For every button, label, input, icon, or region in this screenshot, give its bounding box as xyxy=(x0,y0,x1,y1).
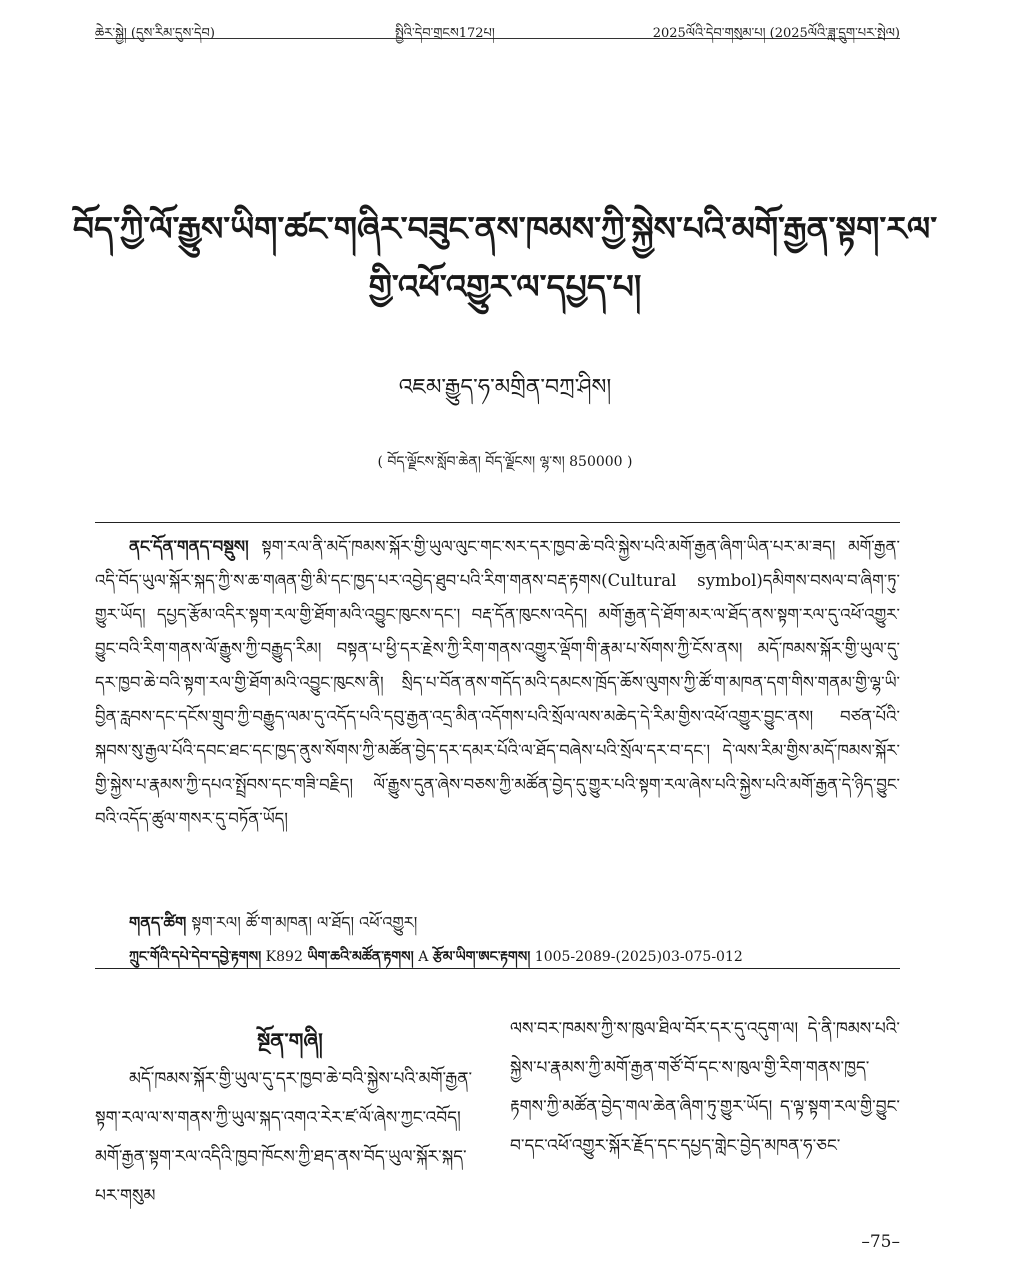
page-number: –75– xyxy=(861,1232,900,1252)
author-name: འཇམ་རྒྱུད་ཧ་མགྲིན་བཀྲ་ཤིས། xyxy=(398,375,612,400)
article-id-value: 1005-2089-(2025)03-075-012 xyxy=(534,949,743,965)
abstract-text: སྟག་རལ་ནི་མདོ་ཁམས་སྐོར་གྱི་ཡུལ་ལུང་གང་སར་དར་ཁྱབ་ཆེ་བའི་སྐྱེས་པའི་མགོ་རྒྱན་ཞིག་ཡིན་པར་མ་ཟད། མགོ་རྒྱན་འདི་བོད་ཡུལ་སྐོར་སྐད་ཀྱི་ས་ཆ་གཞན་གྱི་མི་དང་ཁྱད་པར་འབྱེད་ཐུབ་པའི་རིག་གནས་བརྡ་རྟགས(Cultural symbol)དམིགས་བསལ་བ་ཞིག་ཏུ་གྱུར་ཡོད། དཔྱད་རྩོམ་འདིར་སྟག་རལ་གྱི་ཐོག་མའི་འབྱུང་ཁུངས་དང་། བརྡ་དོན་ཁུངས་འདེད། མགོ་རྒྱན་དེ་ཐོག་མར་ལ་ཐོད་ནས་སྟག་རལ་དུ་འཕོ་འགྱུར་བྱུང་བའི་རིག་གནས་ལོ་རྒྱུས་ཀྱི་བརྒྱུད་རིམ། བསྟན་པ་ཕྱི་དར་རྗེས་ཀྱི་རིག་གནས་འགྱུར་ལྡོག་གི་རྣམ་པ་སོགས་ཀྱི་ངོས་ནས། མདོ་ཁམས་སྐོར་གྱི་ཡུལ་དུ་དར་ཁྱབ་ཆེ་བའི་སྟག་རལ་གྱི་ཐོག་མའི་འབྱུང་ཁུངས་ནི། སྲིད་པ་བོན་ནས་གདོད་མའི་དམངས་ཁྲོད་ཆོས་ལུགས་ཀྱི་ཚོ་ག་མཁན་དག་གིས་གནམ་གྱི་ལྷ་ཡི་བྱིན་རླབས་དང་དངོས་གྲུབ་ཀྱི་བརྒྱུད་ལམ་དུ་འདོད་པའི་དབུ་རྒྱན་འདྲ་མིན་འདོགས་པའི་སྲོལ་ལས་མཆེད་དེ་རིམ་གྱིས་འཕོ་འགྱུར་བྱུང་ནས། བཙན་པོའི་སྐབས་སུ་རྒྱལ་པོའི་དབང་ཐང་དང་ཁྱད་ནུས་སོགས་ཀྱི་མཚོན་བྱེད་དར་དམར་པོའི་ལ་ཐོད་བཞེས་པའི་སྲོལ་དར་བ་དང་། དེ་ལས་རིམ་གྱིས་མདོ་ཁམས་སྐོར་གྱི་སྐྱེས་པ་རྣམས་ཀྱི་དཔའ་སྤྲོབས་དང་གཟི་བརྗིད། ལོ་རྒྱུས་དུན་ཞེས་བཅས་ཀྱི་མཚོན་བྱེད་དུ་གྱུར་པའི་སྟག་རལ་ཞེས་པའི་སྐྱེས་པའི་མགོ་རྒྱན་དེ་ཉིད་བྱུང་བའི་འདོད་ཚུལ་གསར་དུ་བཏོན་ཡོད། xyxy=(95,537,901,828)
publication-date: 2025ལོའི་དེབ་གསུམ་པ། (2025ལོའི་ཟླ་དྲུག་པར་སྤེལ) xyxy=(652,26,900,41)
body-right-column: ལས་བར་ཁམས་ཀྱི་ས་ཁུལ་ཐིལ་བོར་དར་དུ་འདུག་ལ། དེ་ནི་ཁམས་པའི་སྐྱེས་པ་རྣམས་ཀྱི་མགོ་རྒྱན་གཙོ་བོ་དང་ས་ཁུལ་གྱི་རིག་གནས་ཁྱད་རྟགས་ཀྱི་མཚོན་བྱེད་གལ་ཆེན་ཞིག་ཏུ་གྱུར་ཡོད། ད་ལྟ་སྟག་རལ་གྱི་བྱུང་བ་དང་འཕོ་འགྱུར་སྐོར་རྗོད་དང་དཔྱད་གླེང་བྱེད་མཁན་ཧ་ཅང་ xyxy=(510,1019,900,1156)
article-title: བོད་ཀྱི་ལོ་རྒྱུས་ཡིག་ཚང་གཞིར་བཟུང་ནས་ཁམས་ཀྱི་སྐྱེས་པའི་མགོ་རྒྱན་སྟག་རལ་གྱི་འཕོ་འགྱུར་ལ་དཔྱད་པ། xyxy=(72,209,938,306)
clc-value: K892 xyxy=(265,949,303,965)
abstract-block xyxy=(95,530,900,836)
clc-label: ཀྲུང་གོའི་དཔེ་དེབ་དབྱེ་རྟགས། xyxy=(129,949,262,965)
issue-number: སྤྱིའི་དེབ་གྲངས172པ། xyxy=(395,26,495,41)
abstract-top-rule xyxy=(95,522,900,523)
journal-name: ཆེར་སྐྱེ། (དུས་རིམ་དུས་དེབ) xyxy=(95,26,215,41)
keywords-text: སྟག་རལ། ཚོ་ག་མཁན། ལ་ཐོད། འཕོ་འགྱུར། xyxy=(191,913,418,932)
author-affiliation: ( བོད་ལྗོངས་སློབ་ཆེན། བོད་ལྗོངས། ལྷ་ས། 850000 ) xyxy=(377,454,633,470)
article-id-label: རྩོམ་ཡིག་ཨང་རྟགས། xyxy=(432,949,531,965)
abstract-bottom-rule xyxy=(95,968,900,969)
abstract-label: ནང་དོན་གནད་བསྡུས། xyxy=(129,537,249,556)
keywords-label: གནད་ཚིག xyxy=(129,913,187,932)
abstract-paragraph xyxy=(95,530,900,836)
doc-code-value: A xyxy=(418,949,429,965)
classification-line xyxy=(129,940,899,980)
doc-code-label: ཡིག་ཆའི་མཚོན་རྟགས། xyxy=(307,949,414,965)
running-header xyxy=(95,14,900,39)
body-left-column: མདོ་ཁམས་སྐོར་གྱི་ཡུལ་དུ་དར་ཁྱབ་ཆེ་བའི་སྐྱེས་པའི་མགོ་རྒྱན་སྟག་རལ་ལ་ས་གནས་ཀྱི་ཡུལ་སྐད་འགའ་རེར་ཛ་ལོ་ཞེས་ཀྱང་འབོད། མགོ་རྒྱན་སྟག་རལ་འདིའི་ཁྱབ་ཁོངས་ཀྱི་ཐད་ནས་བོད་ཡུལ་སྐོར་སྐད་པར་གསུམ xyxy=(95,1069,473,1206)
section-heading: སྔོན་གཞི། xyxy=(257,1028,323,1053)
